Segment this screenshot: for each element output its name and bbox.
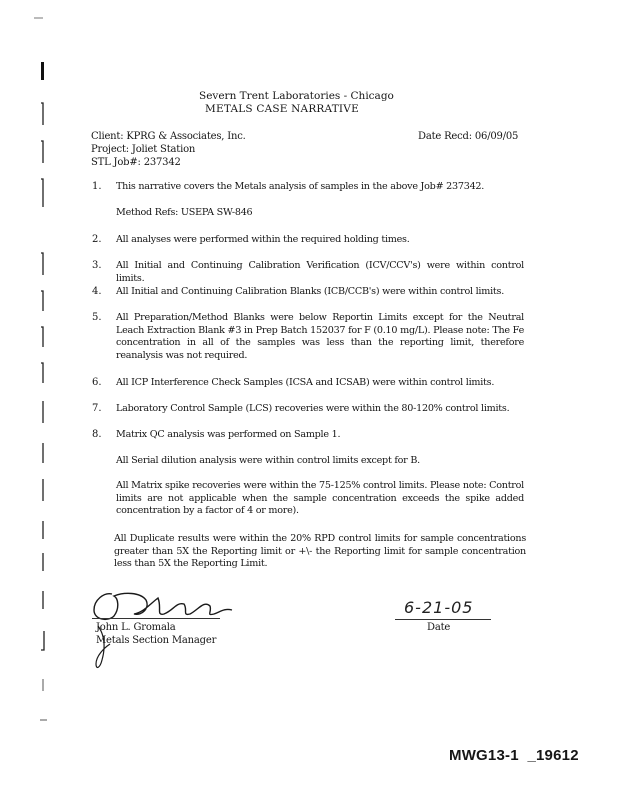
margin-mark: [40, 400, 46, 424]
signature-line: [92, 618, 220, 619]
item-number: 5.: [92, 312, 102, 323]
item-number: 7.: [92, 403, 102, 414]
lab-name: Severn Trent Laboratories - Chicago: [199, 90, 394, 102]
date-line: [395, 619, 491, 620]
item-number: 3.: [92, 260, 102, 271]
date-received: Date Recd: 06/09/05: [418, 131, 519, 142]
margin-mark: [40, 478, 46, 502]
date-label: Date: [427, 622, 451, 633]
document-title: METALS CASE NARRATIVE: [205, 103, 359, 115]
margin-mark: [40, 442, 46, 464]
margin-mark: [40, 630, 46, 652]
item-text: All analyses were performed within the required holding times.: [116, 234, 410, 245]
item-text: All Initial and Continuing Calibration Verification (ICV/CCV's) were within control limits.: [116, 260, 524, 284]
item-number: 8.: [92, 429, 102, 440]
margin-mark: [40, 520, 46, 540]
project-line: Project: Joliet Station: [91, 144, 196, 155]
item-text: Matrix QC analysis was performed on Sample 1.: [116, 429, 341, 440]
margin-mark: [40, 362, 46, 384]
margin-mark: [40, 552, 46, 572]
margin-mark: [40, 178, 46, 208]
item-number: 2.: [92, 234, 102, 245]
margin-mark: [40, 590, 46, 610]
client-line: Client: KPRG & Associates, Inc.: [91, 131, 246, 142]
signer-name: John L. Gromala: [96, 622, 176, 633]
serial-dilution-note: All Serial dilution analysis were within control limits except for B.: [116, 455, 420, 466]
item-text: All ICP Interference Check Samples (ICSA and ICSAB) were within control limits.: [116, 377, 495, 388]
item-number: 4.: [92, 286, 102, 297]
item-text: All Initial and Continuing Calibration Blanks (ICB/CCB's) were within control limits.: [116, 286, 504, 297]
margin-mark: [40, 326, 46, 348]
matrix-spike-note: All Matrix spike recoveries were within the 75-125% control limits. Please note: Control limits are not applicable when the sample concentration exceeds the spike added concentration by a factor of 4 or more).: [116, 480, 524, 517]
margin-mark: [40, 252, 46, 276]
margin-mark: [40, 678, 46, 692]
job-line: STL Job#: 237342: [91, 157, 181, 168]
document-id: MWG13-1 _19612: [449, 747, 579, 764]
margin-mark: [40, 62, 46, 80]
item-number: 6.: [92, 377, 102, 388]
item-text: All Preparation/Method Blanks were below Reportin Limits except for the Neutral Leach Extraction Blank #3 in Prep Batch 152037 for F (0.10 mg/L). Please note: The Fe concentration in all of the samples was less than the reporting limit, therefore reanalysis was not required.: [116, 312, 524, 361]
duplicate-note: All Duplicate results were within the 20% RPD control limits for sample concentrations greater than 5X the Reporting limit or +\- the Reporting limit for sample concentration less than 5X the Reporting Limit.: [114, 533, 526, 570]
item-text: This narrative covers the Metals analysis of samples in the above Job# 237342.: [116, 181, 485, 192]
margin-mark: [40, 102, 46, 126]
margin-mark: [34, 16, 40, 20]
method-refs: Method Refs: USEPA SW-846: [116, 207, 253, 218]
item-number: 1.: [92, 181, 102, 192]
margin-mark: [40, 140, 46, 164]
margin-mark: [40, 718, 46, 722]
margin-mark: [40, 290, 46, 312]
item-text: Laboratory Control Sample (LCS) recoveries were within the 80-120% control limits.: [116, 403, 510, 414]
signer-title: Metals Section Manager: [96, 635, 217, 646]
handwritten-date: 6-21-05: [404, 598, 474, 617]
